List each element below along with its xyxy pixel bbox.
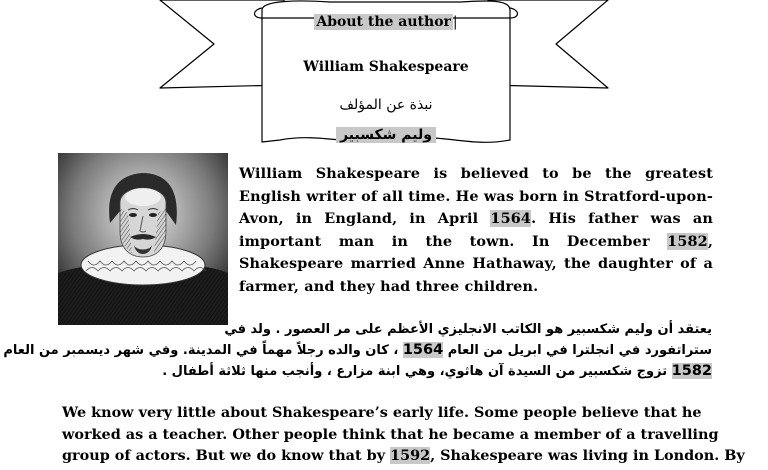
text-line: children. <box>464 277 539 295</box>
text-line: We know very little about Shakespeare’s early life. Some people believe that he <box>62 404 702 421</box>
shakespeare-portrait-icon <box>58 153 228 325</box>
biography-paragraph-ar <box>3 320 712 382</box>
text-segment: ، كان والده رجلاً مهماً في المدينة. وفي شهر ديسمبر من العام <box>3 343 399 358</box>
text-line: . His father was an important man in <box>239 210 713 250</box>
text-line: William Shakespeare is believed to be the greatest English <box>239 165 713 205</box>
year-highlight: 1564 <box>402 342 444 358</box>
year-highlight: 1564 <box>490 210 532 228</box>
text-segment: group of actors. But we do know that by <box>62 447 391 465</box>
biography-paragraph-en <box>239 163 713 299</box>
text-line: , Shakespeare married Anne <box>239 232 713 273</box>
year-highlight: 1582 <box>671 363 712 379</box>
page-title <box>262 14 510 30</box>
author-name-ar-text: وليم شكسبير <box>336 127 436 143</box>
text-line: Hathaway, the daughter of a farmer, and they had three <box>239 255 713 295</box>
text-segment: ستراتفورد في انجلترا في ابريل من العام <box>447 343 712 358</box>
text-line: worked as a teacher. Other people think that he became a member of a travelling <box>62 425 719 443</box>
text-line: England, in April <box>324 210 491 228</box>
text-line: the town. In December <box>425 232 668 250</box>
text-line <box>60 361 712 382</box>
page-title-text: About the author <box>316 14 451 30</box>
text-line: writer of all time. He was born in Stratford-upon-Avon, in <box>239 187 713 228</box>
year-highlight: 1592 <box>390 447 431 465</box>
year-highlight: 1582 <box>667 232 708 250</box>
page-title-ar: نبذة عن المؤلف <box>339 97 433 113</box>
author-name-en: William Shakespeare <box>303 59 469 75</box>
text-line <box>3 340 712 361</box>
early-life-paragraph <box>62 402 745 467</box>
text-line: يعتقد أن وليم شكسبير هو الكاتب الانجليزي الأعظم على مر العصور . ولد في <box>224 322 712 337</box>
text-segment: تزوج شكسبير من السيدة آن هاثوي، وهي ابنة مزارع ، وأنجب منها ثلاثة أطفال . <box>162 364 668 379</box>
text-segment: , Shakespeare was living in London. By <box>430 447 745 465</box>
author-name-ar <box>262 127 510 143</box>
text-cursor: | <box>452 14 458 30</box>
portrait-engraving <box>58 153 228 325</box>
text-line <box>62 445 745 467</box>
